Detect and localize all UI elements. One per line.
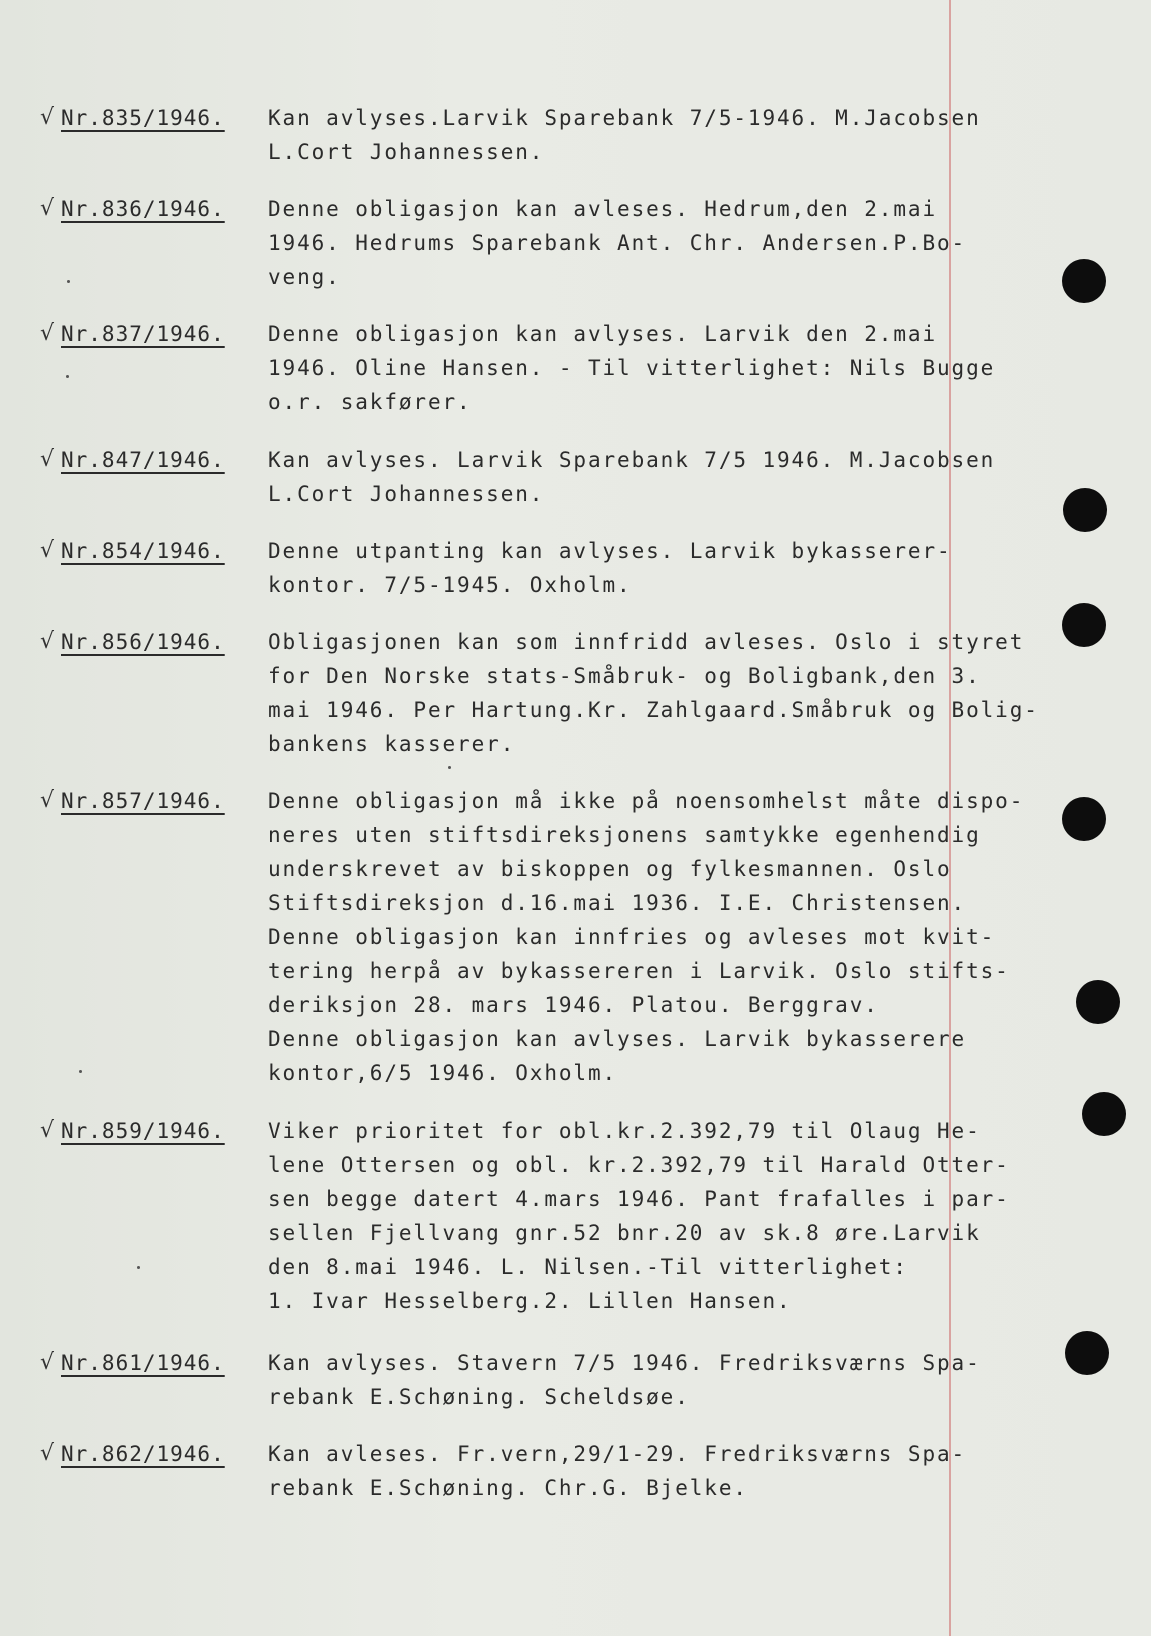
entry-number: Nr.854/1946. bbox=[61, 539, 225, 563]
entry-text bbox=[268, 192, 966, 294]
text-line: Kan avlyses.Larvik Sparebank 7/5-1946. M.Jacobsen bbox=[268, 106, 981, 130]
punch-hole bbox=[1076, 980, 1120, 1024]
text-line: Kan avlyses. Stavern 7/5 1946. Fredriksværns Spa- bbox=[268, 1351, 981, 1375]
punch-hole bbox=[1062, 259, 1106, 303]
entry-number: Nr.837/1946. bbox=[61, 322, 225, 346]
entry-text bbox=[268, 784, 1024, 1090]
text-line: Stiftsdireksjon d.16.mai 1936. I.E. Christensen. bbox=[268, 891, 967, 915]
text-line: Kan avleses. Fr.vern,29/1-29. Fredriksværns Spa- bbox=[268, 1442, 967, 1466]
entry-text bbox=[268, 1346, 981, 1414]
speck bbox=[79, 1070, 82, 1073]
punch-hole bbox=[1062, 603, 1106, 647]
text-line: den 8.mai 1946. L. Nilsen.-Til vitterlighet: bbox=[268, 1255, 908, 1279]
entry-number: Nr.861/1946. bbox=[61, 1351, 225, 1375]
text-line: for Den Norske stats-Småbruk- og Boligbank,den 3. bbox=[268, 664, 981, 688]
text-line: deriksjon 28. mars 1946. Platou. Berggrav. bbox=[268, 993, 879, 1017]
text-line: kontor. 7/5-1945. Oxholm. bbox=[268, 573, 632, 597]
text-line: neres uten stiftsdireksjonens samtykke egenhendig bbox=[268, 823, 981, 847]
entry-number: Nr.836/1946. bbox=[61, 197, 225, 221]
punch-hole bbox=[1065, 1331, 1109, 1375]
speck bbox=[137, 1266, 140, 1269]
text-line: veng. bbox=[268, 265, 341, 289]
entry-number: Nr.847/1946. bbox=[61, 448, 225, 472]
text-line: Viker prioritet for obl.kr.2.392,79 til Olaug He- bbox=[268, 1119, 981, 1143]
text-line: bankens kasserer. bbox=[268, 732, 516, 756]
text-line: Denne obligasjon kan avlyses. Larvik den 2.mai bbox=[268, 322, 937, 346]
text-line: o.r. sakfører. bbox=[268, 390, 472, 414]
speck bbox=[67, 280, 70, 283]
check-mark: √ bbox=[40, 538, 55, 563]
entry-text bbox=[268, 443, 995, 511]
entry-number: Nr.862/1946. bbox=[61, 1442, 225, 1466]
check-mark: √ bbox=[40, 788, 55, 813]
text-line: mai 1946. Per Hartung.Kr. Zahlgaard.Småbruk og Bolig- bbox=[268, 698, 1039, 722]
text-line: L.Cort Johannessen. bbox=[268, 140, 545, 164]
text-line: rebank E.Schøning. Scheldsøe. bbox=[268, 1385, 690, 1409]
check-mark: √ bbox=[40, 1350, 55, 1375]
text-line: kontor,6/5 1946. Oxholm. bbox=[268, 1061, 618, 1085]
entry-text bbox=[268, 317, 995, 419]
text-line: Denne obligasjon kan avleses. Hedrum,den 2.mai bbox=[268, 197, 937, 221]
text-line: L.Cort Johannessen. bbox=[268, 482, 545, 506]
check-mark: √ bbox=[40, 447, 55, 472]
check-mark: √ bbox=[40, 105, 55, 130]
text-line: sen begge datert 4.mars 1946. Pant frafalles i par- bbox=[268, 1187, 1010, 1211]
text-line: underskrevet av biskoppen og fylkesmannen. Oslo bbox=[268, 857, 952, 881]
entry-text bbox=[268, 1437, 966, 1505]
check-mark: √ bbox=[40, 1118, 55, 1143]
text-line: Denne obligasjon må ikke på noensomhelst måte dispo- bbox=[268, 789, 1025, 813]
text-line: Denne obligasjon kan innfries og avleses mot kvit- bbox=[268, 925, 996, 949]
text-line: Kan avlyses. Larvik Sparebank 7/5 1946. M.Jacobsen bbox=[268, 448, 996, 472]
text-line: sellen Fjellvang gnr.52 bnr.20 av sk.8 øre.Larvik bbox=[268, 1221, 981, 1245]
check-mark: √ bbox=[40, 321, 55, 346]
text-line: 1946. Oline Hansen. - Til vitterlighet: Nils Bugge bbox=[268, 356, 996, 380]
check-mark: √ bbox=[40, 1441, 55, 1466]
speck bbox=[448, 766, 451, 769]
text-line: 1946. Hedrums Sparebank Ant. Chr. Andersen.P.Bo- bbox=[268, 231, 967, 255]
punch-hole bbox=[1063, 488, 1107, 532]
check-mark: √ bbox=[40, 629, 55, 654]
entry-text bbox=[268, 534, 952, 602]
text-line: Denne utpanting kan avlyses. Larvik bykasserer- bbox=[268, 539, 952, 563]
text-line: tering herpå av bykassereren i Larvik. Oslo stifts- bbox=[268, 959, 1010, 983]
entry-text bbox=[268, 1114, 1010, 1318]
punch-hole bbox=[1062, 797, 1106, 841]
entry-text bbox=[268, 625, 1039, 761]
text-line: Denne obligasjon kan avlyses. Larvik bykasserere bbox=[268, 1027, 967, 1051]
check-mark: √ bbox=[40, 196, 55, 221]
text-line: rebank E.Schøning. Chr.G. Bjelke. bbox=[268, 1476, 748, 1500]
entry-number: Nr.857/1946. bbox=[61, 789, 225, 813]
entry-text bbox=[268, 101, 981, 169]
text-line: Obligasjonen kan som innfridd avleses. Oslo i styret bbox=[268, 630, 1025, 654]
entry-number: Nr.856/1946. bbox=[61, 630, 225, 654]
punch-hole bbox=[1082, 1092, 1126, 1136]
entry-number: Nr.835/1946. bbox=[61, 106, 225, 130]
speck bbox=[66, 375, 69, 378]
text-line: lene Ottersen og obl. kr.2.392,79 til Harald Otter- bbox=[268, 1153, 1010, 1177]
text-line: 1. Ivar Hesselberg.2. Lillen Hansen. bbox=[268, 1289, 792, 1313]
entry-number: Nr.859/1946. bbox=[61, 1119, 225, 1143]
